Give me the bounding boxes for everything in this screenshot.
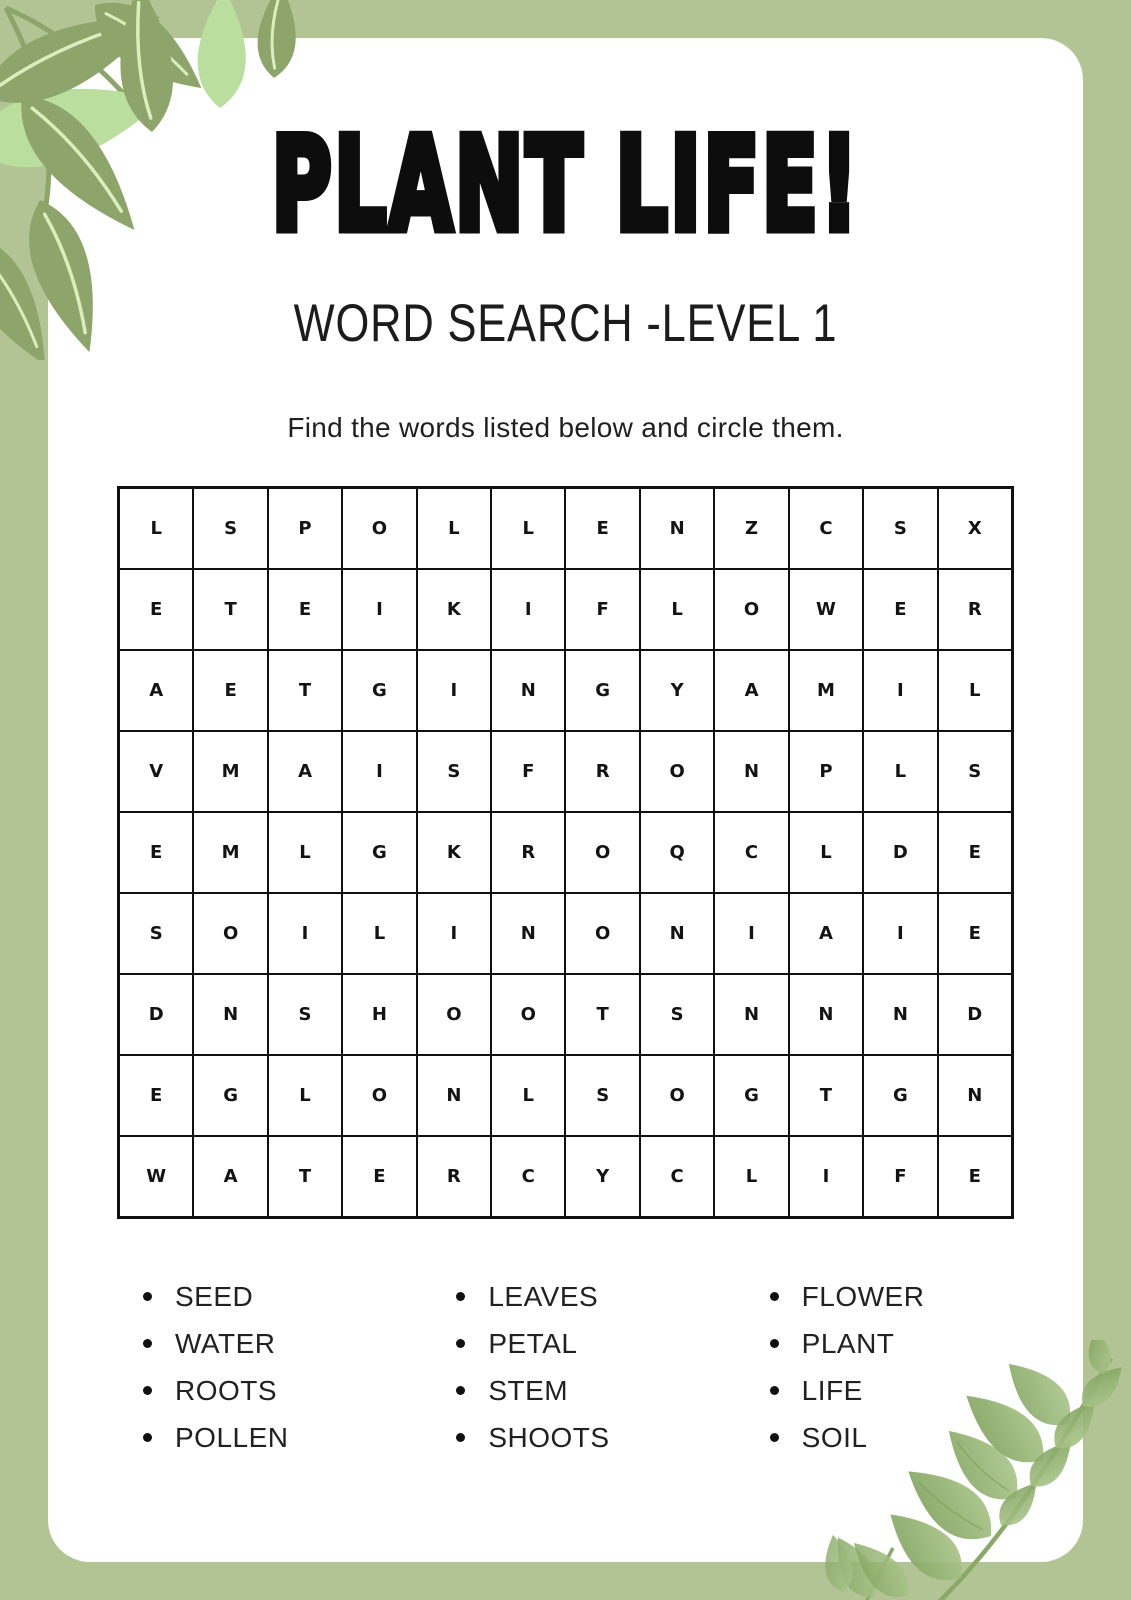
bullet-icon bbox=[456, 1339, 465, 1348]
bullet-icon bbox=[456, 1386, 465, 1395]
grid-cell[interactable]: O bbox=[640, 1055, 714, 1136]
grid-cell[interactable]: O bbox=[342, 488, 416, 569]
page-title bbox=[48, 111, 1083, 260]
grid-cell[interactable]: F bbox=[565, 569, 639, 650]
grid-cell[interactable]: N bbox=[789, 974, 863, 1055]
grid-cell[interactable]: E bbox=[863, 569, 937, 650]
grid-cell[interactable]: L bbox=[491, 488, 565, 569]
grid-cell[interactable]: N bbox=[193, 974, 267, 1055]
grid-cell[interactable]: E bbox=[565, 488, 639, 569]
grid-cell[interactable]: N bbox=[491, 650, 565, 731]
word-list-item bbox=[456, 1320, 769, 1367]
grid-cell[interactable]: G bbox=[714, 1055, 788, 1136]
grid-cell[interactable]: A bbox=[193, 1136, 267, 1217]
grid-cell[interactable]: M bbox=[193, 731, 267, 812]
bullet-icon bbox=[770, 1386, 779, 1395]
bullet-icon bbox=[770, 1339, 779, 1348]
grid-cell[interactable]: O bbox=[640, 731, 714, 812]
grid-cell[interactable]: S bbox=[938, 731, 1012, 812]
grid-cell[interactable]: R bbox=[417, 1136, 491, 1217]
word-list-item bbox=[456, 1273, 769, 1320]
worksheet-card bbox=[48, 38, 1083, 1562]
grid-cell[interactable]: O bbox=[491, 974, 565, 1055]
word-label: POLLEN bbox=[175, 1421, 289, 1453]
grid-cell[interactable]: K bbox=[417, 812, 491, 893]
grid-cell[interactable]: E bbox=[119, 1055, 193, 1136]
grid-cell[interactable]: S bbox=[119, 893, 193, 974]
grid-cell[interactable]: K bbox=[417, 569, 491, 650]
grid-cell[interactable]: I bbox=[417, 650, 491, 731]
grid-cell[interactable]: L bbox=[863, 731, 937, 812]
grid-cell[interactable]: R bbox=[938, 569, 1012, 650]
grid-cell[interactable]: S bbox=[268, 974, 342, 1055]
grid-cell[interactable]: L bbox=[714, 1136, 788, 1217]
grid-cell[interactable]: A bbox=[119, 650, 193, 731]
grid-cell[interactable]: P bbox=[789, 731, 863, 812]
grid-cell[interactable]: T bbox=[789, 1055, 863, 1136]
grid-cell[interactable]: E bbox=[938, 1136, 1012, 1217]
grid-cell[interactable]: S bbox=[417, 731, 491, 812]
grid-cell[interactable]: I bbox=[342, 731, 416, 812]
word-label: STEM bbox=[488, 1374, 569, 1406]
grid-cell[interactable]: I bbox=[863, 650, 937, 731]
grid-cell[interactable]: R bbox=[491, 812, 565, 893]
grid-cell[interactable]: G bbox=[342, 650, 416, 731]
grid-cell[interactable]: M bbox=[789, 650, 863, 731]
grid-cell[interactable]: C bbox=[789, 488, 863, 569]
grid-cell[interactable]: P bbox=[268, 488, 342, 569]
grid-cell[interactable]: C bbox=[640, 1136, 714, 1217]
word-list-item bbox=[770, 1273, 1083, 1320]
grid-cell[interactable]: E bbox=[938, 893, 1012, 974]
grid-cell[interactable]: H bbox=[342, 974, 416, 1055]
page-title-text: PLANT LIFE! bbox=[271, 111, 860, 260]
grid-cell[interactable]: D bbox=[863, 812, 937, 893]
grid-cell[interactable]: A bbox=[714, 650, 788, 731]
grid-cell[interactable]: N bbox=[417, 1055, 491, 1136]
word-list-column bbox=[770, 1273, 1083, 1461]
grid-cell[interactable]: A bbox=[789, 893, 863, 974]
grid-cell[interactable]: A bbox=[268, 731, 342, 812]
grid-cell[interactable]: T bbox=[268, 650, 342, 731]
grid-cell[interactable]: Y bbox=[565, 1136, 639, 1217]
grid-cell[interactable]: R bbox=[565, 731, 639, 812]
word-label: WATER bbox=[175, 1327, 276, 1359]
grid-cell[interactable]: S bbox=[640, 974, 714, 1055]
grid-cell[interactable]: L bbox=[268, 1055, 342, 1136]
bullet-icon bbox=[143, 1339, 152, 1348]
grid-cell[interactable]: O bbox=[565, 812, 639, 893]
grid-cell[interactable]: D bbox=[938, 974, 1012, 1055]
grid-cell[interactable]: I bbox=[342, 569, 416, 650]
word-list-item bbox=[143, 1320, 456, 1367]
grid-cell[interactable]: S bbox=[193, 488, 267, 569]
grid-cell[interactable]: N bbox=[714, 974, 788, 1055]
grid-cell[interactable]: E bbox=[193, 650, 267, 731]
bullet-icon bbox=[770, 1292, 779, 1301]
grid-cell[interactable]: L bbox=[640, 569, 714, 650]
grid-cell[interactable]: N bbox=[938, 1055, 1012, 1136]
grid-cell[interactable]: L bbox=[938, 650, 1012, 731]
grid-cell[interactable]: L bbox=[342, 893, 416, 974]
grid-cell[interactable]: E bbox=[342, 1136, 416, 1217]
grid-cell[interactable]: N bbox=[714, 731, 788, 812]
word-list-column bbox=[143, 1273, 456, 1461]
word-list-item bbox=[456, 1367, 769, 1414]
word-label: SEED bbox=[175, 1280, 254, 1312]
word-search-grid bbox=[117, 486, 1014, 1219]
grid-cell[interactable]: M bbox=[193, 812, 267, 893]
grid-cell[interactable]: I bbox=[714, 893, 788, 974]
grid-cell[interactable]: E bbox=[119, 569, 193, 650]
grid-cell[interactable]: I bbox=[417, 893, 491, 974]
grid-cell[interactable]: I bbox=[268, 893, 342, 974]
word-label: SOIL bbox=[801, 1421, 868, 1453]
grid-cell[interactable]: Z bbox=[714, 488, 788, 569]
grid-cell[interactable]: G bbox=[863, 1055, 937, 1136]
grid-cell[interactable]: L bbox=[789, 812, 863, 893]
grid-cell[interactable]: G bbox=[193, 1055, 267, 1136]
bullet-icon bbox=[456, 1292, 465, 1301]
grid-cell[interactable]: F bbox=[863, 1136, 937, 1217]
grid-cell[interactable]: I bbox=[863, 893, 937, 974]
grid-cell[interactable]: E bbox=[938, 812, 1012, 893]
grid-cell[interactable]: T bbox=[565, 974, 639, 1055]
word-label: FLOWER bbox=[801, 1280, 925, 1312]
grid-cell[interactable]: X bbox=[938, 488, 1012, 569]
word-list-item bbox=[456, 1414, 769, 1461]
instructions-text: Find the words listed below and circle them. bbox=[287, 412, 844, 443]
grid-cell[interactable]: L bbox=[491, 1055, 565, 1136]
word-label: SHOOTS bbox=[488, 1421, 610, 1453]
grid-cell[interactable]: N bbox=[863, 974, 937, 1055]
word-list-item bbox=[143, 1273, 456, 1320]
bullet-icon bbox=[143, 1433, 152, 1442]
word-list-item bbox=[770, 1414, 1083, 1461]
grid-cell[interactable]: Y bbox=[640, 650, 714, 731]
grid-cell[interactable]: E bbox=[268, 569, 342, 650]
grid-cell[interactable]: W bbox=[119, 1136, 193, 1217]
bullet-icon bbox=[143, 1292, 152, 1301]
grid-cell[interactable]: W bbox=[789, 569, 863, 650]
grid-cell[interactable]: F bbox=[491, 731, 565, 812]
grid-cell[interactable]: L bbox=[119, 488, 193, 569]
grid-cell[interactable]: G bbox=[565, 650, 639, 731]
grid-cell[interactable]: T bbox=[193, 569, 267, 650]
grid-cell[interactable]: E bbox=[119, 812, 193, 893]
grid-cell[interactable]: G bbox=[342, 812, 416, 893]
word-list-item bbox=[143, 1367, 456, 1414]
word-label: PETAL bbox=[488, 1327, 578, 1359]
grid-cell[interactable]: O bbox=[565, 893, 639, 974]
grid-cell[interactable]: V bbox=[119, 731, 193, 812]
word-list-item bbox=[770, 1320, 1083, 1367]
word-label: ROOTS bbox=[175, 1374, 278, 1406]
word-list-item bbox=[143, 1414, 456, 1461]
grid-cell[interactable]: T bbox=[268, 1136, 342, 1217]
bullet-icon bbox=[143, 1386, 152, 1395]
grid-cell[interactable]: S bbox=[565, 1055, 639, 1136]
word-label: LEAVES bbox=[488, 1280, 599, 1312]
grid-cell[interactable]: I bbox=[789, 1136, 863, 1217]
word-label: PLANT bbox=[801, 1327, 895, 1359]
grid-cell[interactable]: C bbox=[714, 812, 788, 893]
grid-cell[interactable]: N bbox=[491, 893, 565, 974]
grid-cell[interactable]: N bbox=[640, 893, 714, 974]
grid-cell[interactable]: D bbox=[119, 974, 193, 1055]
bullet-icon bbox=[456, 1433, 465, 1442]
bullet-icon bbox=[770, 1433, 779, 1442]
page-subtitle-text: WORD SEARCH -LEVEL 1 bbox=[293, 294, 838, 353]
page-subtitle bbox=[48, 293, 1083, 355]
word-list-column bbox=[456, 1273, 769, 1461]
word-list bbox=[48, 1273, 1083, 1461]
grid-cell[interactable]: O bbox=[714, 569, 788, 650]
grid-cell[interactable]: L bbox=[417, 488, 491, 569]
grid-cell[interactable]: C bbox=[491, 1136, 565, 1217]
grid-cell[interactable]: S bbox=[863, 488, 937, 569]
grid-cell[interactable]: N bbox=[640, 488, 714, 569]
word-label: LIFE bbox=[801, 1374, 863, 1406]
grid-cell[interactable]: O bbox=[342, 1055, 416, 1136]
grid-cell[interactable]: O bbox=[193, 893, 267, 974]
grid-cell[interactable]: I bbox=[491, 569, 565, 650]
word-list-item bbox=[770, 1367, 1083, 1414]
grid-cell[interactable]: O bbox=[417, 974, 491, 1055]
grid-cell[interactable]: L bbox=[268, 812, 342, 893]
grid-cell[interactable]: Q bbox=[640, 812, 714, 893]
